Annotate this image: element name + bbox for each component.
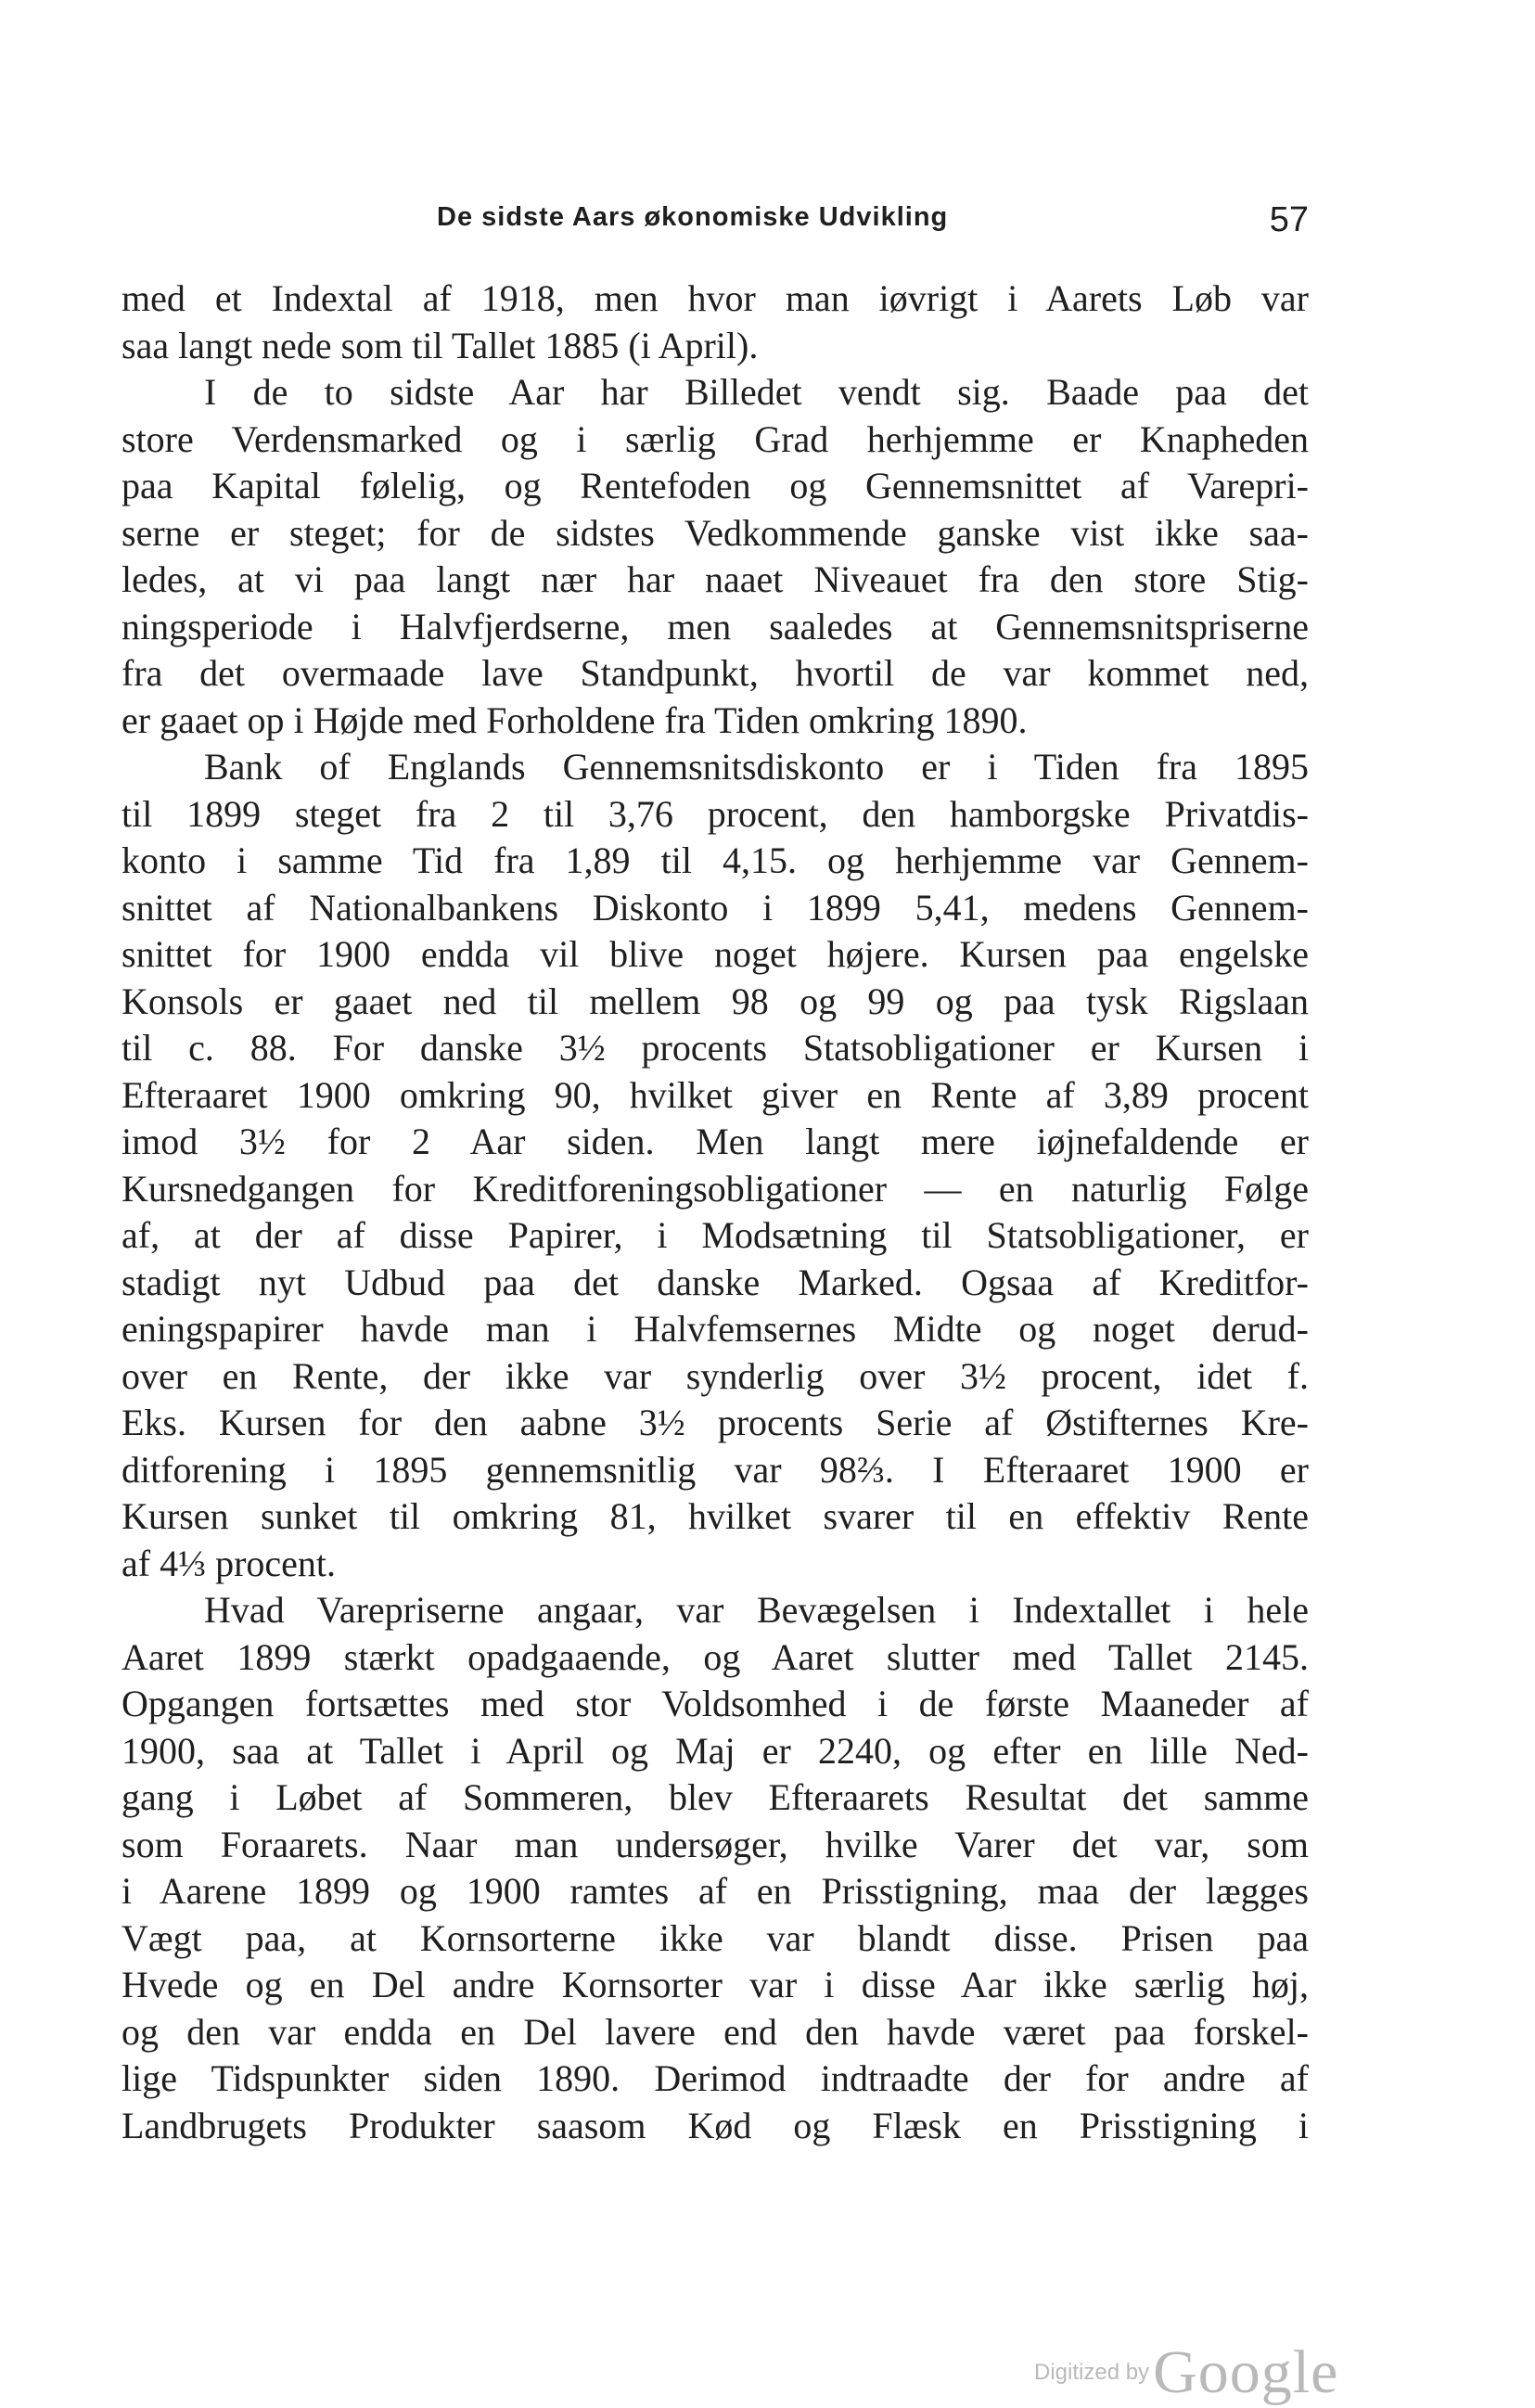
text-line: til c. 88. For danske 3½ procents Statsobligationer er Kursen i [122,1027,1309,1069]
text-line: Hvad Varepriserne angaar, var Bevægelsen i Indextallet i hele [204,1589,1309,1631]
text-line: som Foraarets. Naar man undersøger, hvilke Varer det var, som [122,1823,1309,1865]
text-line: gang i Løbet af Sommeren, blev Efteraarets Resultat det samme [122,1776,1309,1818]
text-line: paa Kapital følelig, og Rentefoden og Gennemsnittet af Varepri- [122,465,1309,506]
text-line: ningsperiode i Halvfjerdserne, men saaledes at Gennemsnitspriserne [122,605,1309,647]
text-line: konto i samme Tid fra 1,89 til 4,15. og herhjemme var Gennem- [122,839,1309,881]
text-line: Kursnedgangen for Kreditforeningsobligationer — en naturlig Følge [122,1167,1309,1210]
text-line: Opgangen fortsættes med stor Voldsomhed i de første Maaneder af [122,1683,1309,1724]
text-line: saa langt nede som til Tallet 1885 (i April). [122,324,759,366]
text-line: I de to sidste Aar har Billedet vendt sig. Baade paa det [204,371,1309,413]
text-line: Vægt paa, at Kornsorterne ikke var blandt disse. Prisen paa [122,1916,1309,1959]
text-line: lige Tidspunkter siden 1890. Derimod indtraadte der for andre af [122,2057,1309,2099]
text-line: i Aarene 1899 og 1900 ramtes af en Prisstigning, maa der lægges [122,1870,1309,1912]
text-line: med et Indextal af 1918, men hvor man iøvrigt i Aarets Løb var [122,277,1309,319]
text-line: Hvede og en Del andre Kornsorter var i disse Aar ikke særlig høj, [122,1964,1309,2005]
text-line: fra det overmaade lave Standpunkt, hvortil de var kommet ned, [122,652,1309,694]
text-line: Eks. Kursen for den aabne 3½ procents Serie af Østifternes Kre- [122,1402,1309,1443]
text-line: snittet af Nationalbankens Diskonto i 1899 5,41, medens Gennem- [122,886,1309,929]
text-line: snittet for 1900 endda vil blive noget højere. Kursen paa engelske [122,933,1309,975]
text-line: er gaaet op i Højde med Forholdene fra Tiden omkring 1890. [122,698,1028,741]
text-line: ledes, at vi paa langt nær har naaet Niveauet fra den store Stig- [122,558,1309,600]
text-line: og den var endda en Del lavere end den havde været paa forskel- [122,2010,1309,2053]
page-number: 57 [1269,200,1309,239]
text-line: til 1899 steget fra 2 til 3,76 procent, den hamborgske Privatdis- [122,792,1309,835]
text-line: serne er steget; for de sidstes Vedkommende ganske vist ikke saa- [122,511,1309,554]
text-line: imod 3½ for 2 Aar siden. Men langt mere iøjnefaldende er [122,1121,1309,1162]
text-line: af 4⅓ procent. [122,1542,337,1584]
text-line: stadigt nyt Udbud paa det danske Marked. Ogsaa af Kreditfor- [122,1261,1309,1303]
google-logo: Google [1153,2338,1339,2406]
text-line: over en Rente, der ikke var synderlig over 3½ procent, idet f. [122,1354,1309,1397]
text-line: eningspapirer havde man i Halvfemsernes Midte og noget derud- [122,1308,1309,1350]
text-line: Landbrugets Produkter saasom Kød og Flæsk en Prisstigning i [122,2104,1309,2146]
text-line: af, at der af disse Papirer, i Modsætning til Statsobligationer, er [122,1214,1309,1256]
text-line: 1900, saa at Tallet i April og Maj er 2240, og efter en lille Ned- [122,1729,1309,1772]
text-line: store Verdensmarked og i særlig Grad herhjemme er Knapheden [122,417,1309,460]
running-head [122,195,1309,250]
digitized-watermark [1034,2338,1338,2408]
text-line: ditforening i 1895 gennemsnitlig var 98⅔. I Efteraaret 1900 er [122,1448,1309,1491]
text-line: Konsols er gaaet ned til mellem 98 og 99 og paa tysk Rigslaan [122,980,1309,1022]
body-text [122,275,1309,2149]
watermark-text: Digitized by [1034,2360,1150,2385]
text-line: Efteraaret 1900 omkring 90, hvilket giver en Rente af 3,89 procent [122,1073,1309,1116]
text-line: Bank of Englands Gennemsnitsdiskonto er i Tiden fra 1895 [204,746,1309,788]
text-line: Aaret 1899 stærkt opadgaaende, og Aaret slutter med Tallet 2145. [122,1635,1309,1678]
running-title: De sidste Aars økonomiske Udvikling [437,202,949,232]
text-line: Kursen sunket til omkring 81, hvilket svarer til en effektiv Rente [122,1495,1309,1537]
